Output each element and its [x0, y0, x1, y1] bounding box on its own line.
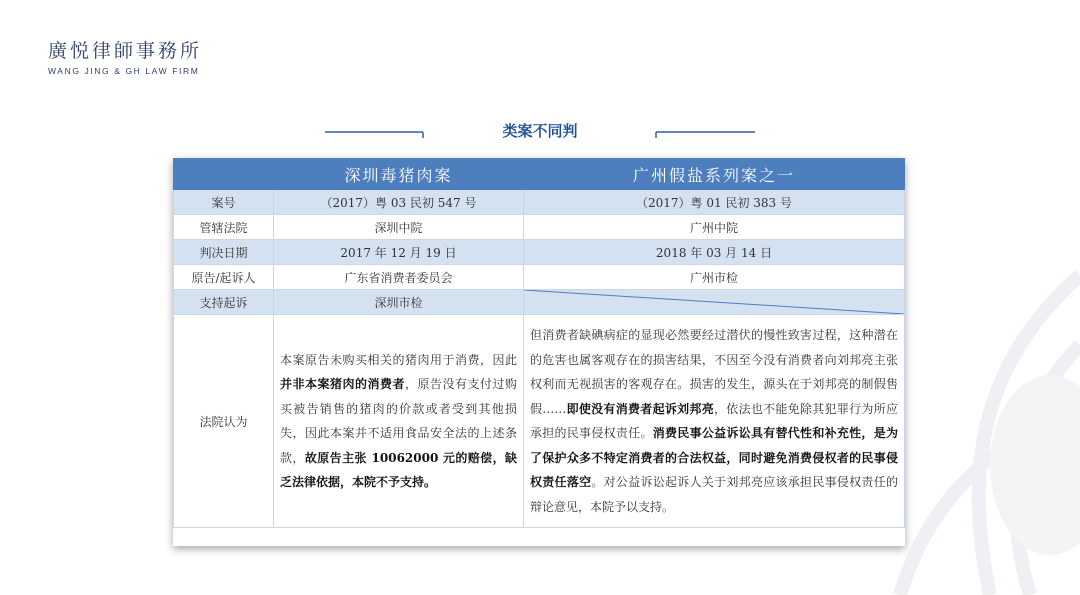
opinion-text: 本案原告未购买相关的猪肉用于消费，因此 — [280, 352, 517, 367]
slide-title: 类案不同判 — [502, 122, 578, 140]
table-row-case-number — [174, 190, 905, 215]
table-row-judgment-date — [174, 240, 905, 265]
row-label: 支持起诉 — [174, 290, 274, 315]
table-row-plaintiff — [174, 265, 905, 290]
row-label: 案号 — [174, 190, 274, 215]
opinion-text: ，原告没有支付过购买被告销售的猪肉的价款或者受到其他损失，因此本案并不适用食品安全法的上述条款， — [280, 377, 517, 465]
cell-case-a: （2017）粤 03 民初 547 号 — [274, 190, 524, 215]
firm-name-en: WANG JING & GH LAW FIRM — [48, 66, 200, 76]
emphasized-text: 消费民事公益诉讼具有替代性和补充性，是为了保护众多不特定消费者的合法权益，同时避免消费侵权者的民事侵权责任落空 — [530, 426, 898, 489]
table-row-court-opinion — [174, 315, 905, 528]
opinion-text: ，依法也不能免除其犯罪行为所应承担的民事侵权责任。 — [530, 401, 898, 440]
emphasized-text: 故原告主张 10062000 元的赔偿，缺乏法律依据，本院不予支持。 — [280, 450, 517, 489]
cell-case-a: 广东省消费者委员会 — [274, 265, 524, 290]
cell-case-a: 深圳中院 — [274, 215, 524, 240]
table-row-court — [174, 215, 905, 240]
row-label: 法院认为 — [174, 315, 274, 528]
comparison-table-card — [173, 158, 905, 546]
cell-case-a: 2017 年 12 月 19 日 — [274, 240, 524, 265]
row-label: 原告/起诉人 — [174, 265, 274, 290]
table-header-row — [174, 159, 905, 190]
emphasized-text: 即使没有消费者起诉刘邦亮 — [566, 401, 714, 416]
opinion-a-text — [274, 348, 523, 495]
opinion-text: 。对公益诉讼起诉人关于刘邦亮应该承担民事侵权责任的辩论意见，本院予以支持。 — [530, 475, 898, 514]
cell-case-b: 广州市检 — [524, 265, 905, 290]
slide-title-area — [0, 118, 1080, 148]
firm-name-cn: 廣悦律師事務所 — [48, 40, 203, 62]
cell-opinion-b — [524, 315, 905, 528]
opinion-b-text — [524, 323, 904, 519]
comparison-table — [173, 158, 905, 528]
diagonal-line — [524, 290, 904, 314]
firm-logo — [48, 36, 202, 76]
header-cell-empty — [174, 159, 274, 190]
cell-case-b-empty — [524, 290, 905, 315]
opinion-text: 但消费者缺碘病症的显现必然要经过潜伏的慢性致害过程，这种潜在的危害也属客观存在的损害结果，不因至今没有消费者向刘邦亮主张权利而无视损害的客观存在。损害的发生，源头在于刘邦亮的制假售假…… — [530, 328, 898, 416]
row-label: 管辖法院 — [174, 215, 274, 240]
header-case-a: 深圳毒猪肉案 — [274, 159, 524, 190]
cell-case-b: 广州中院 — [524, 215, 905, 240]
cell-opinion-a — [274, 315, 524, 528]
title-line-right — [655, 130, 755, 140]
cell-case-b: 2018 年 03 月 14 日 — [524, 240, 905, 265]
emphasized-text: 并非本案猪肉的消费者 — [280, 377, 405, 391]
row-label: 判决日期 — [174, 240, 274, 265]
table-row-support — [174, 290, 905, 315]
cell-case-a: 深圳市检 — [274, 290, 524, 315]
cell-case-b: （2017）粤 01 民初 383 号 — [524, 190, 905, 215]
header-case-b: 广州假盐系列案之一 — [524, 159, 905, 190]
